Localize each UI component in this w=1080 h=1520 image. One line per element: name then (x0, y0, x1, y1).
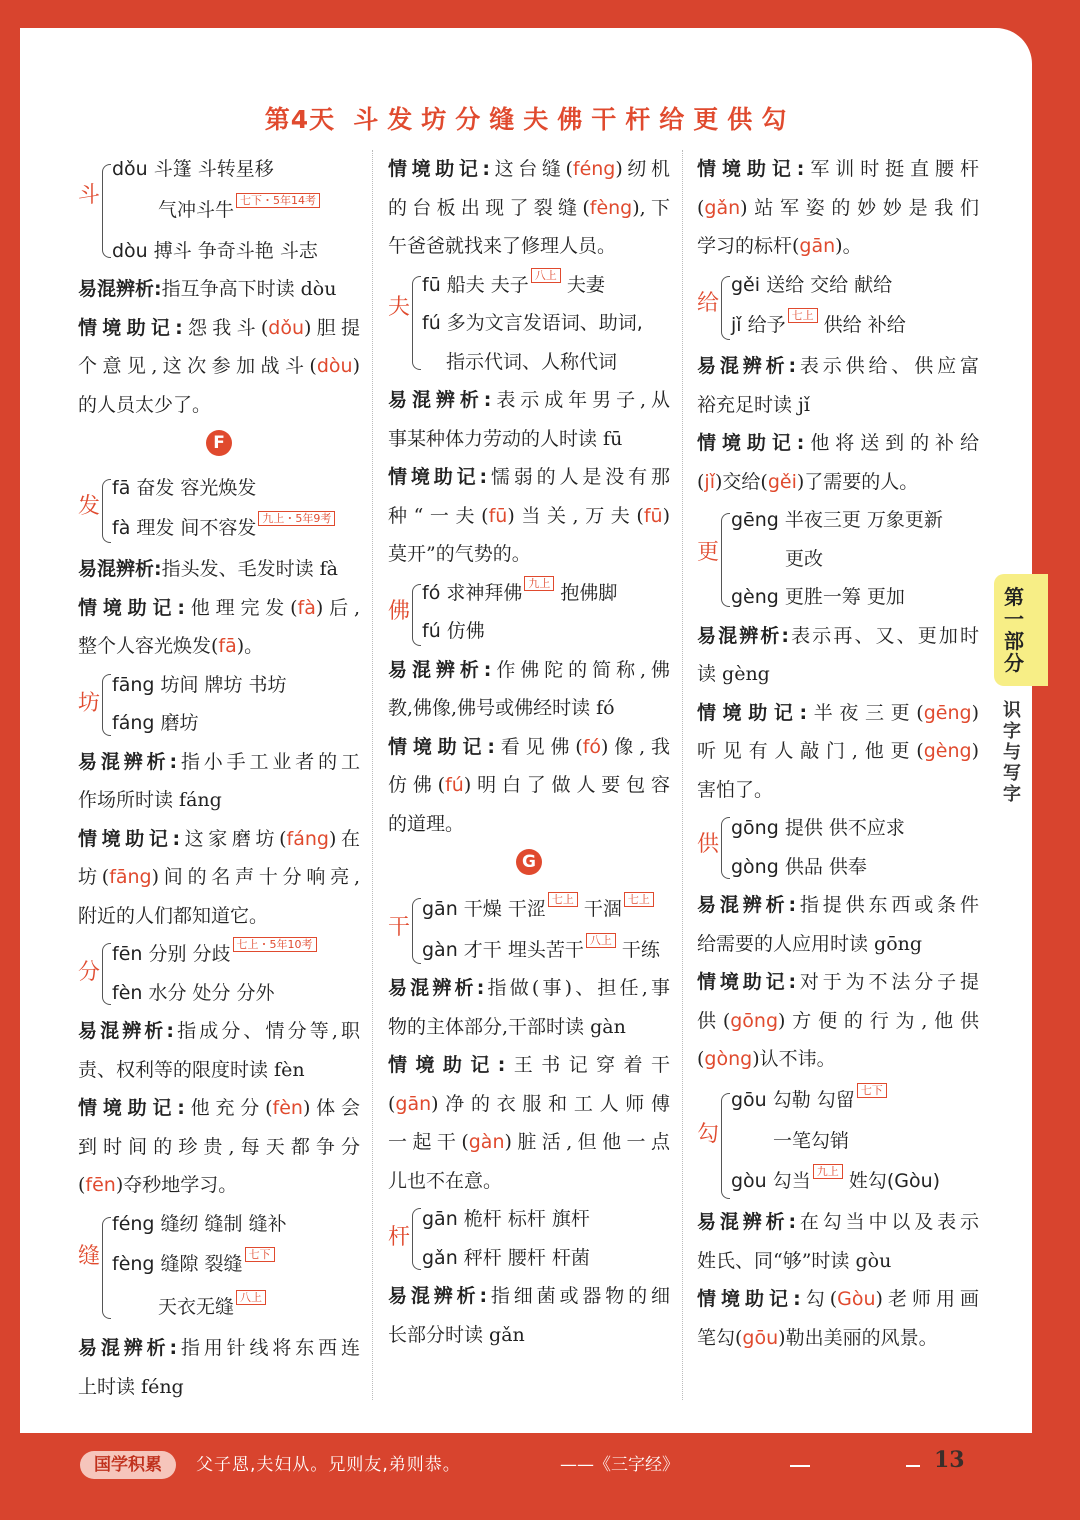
reading-line: 更改 (785, 547, 824, 570)
reading-line: fèn 水分 处分 分外 (112, 981, 275, 1004)
text-line: 事某种体力劳动的人时读 fū (388, 427, 623, 450)
reading-line: fèng 缝隙 裂缝 七下 (78, 1243, 360, 1286)
text-line: 午爸爸就找来了修理人员。 (388, 235, 617, 257)
text-line: 坊(fāng)间的名声十分响亮, (78, 866, 360, 888)
entry-char: 坊 (78, 690, 101, 716)
reading-line: fú 仿佛 (422, 620, 485, 642)
brace (721, 1093, 730, 1199)
text-line: 作场所时读 fáng (78, 789, 222, 811)
entry-char: 勾 (697, 1121, 720, 1147)
textbook-tag: 八上 (236, 1290, 266, 1305)
title-characters: 斗发坊分缝夫佛干杆给更供勾 (353, 105, 796, 134)
reading-line: fáng 磨坊 (112, 712, 199, 734)
column-divider (372, 150, 373, 1400)
page-title (0, 100, 1060, 136)
reading-line: gōng 提供 供不应求 (731, 817, 905, 839)
reading-line: 气冲斗牛 七下・5年14考 (78, 189, 360, 232)
entry-char: 杆 (388, 1225, 411, 1250)
brace (102, 943, 111, 1005)
entry-gong (697, 809, 979, 886)
entry-gou (697, 1079, 979, 1204)
reading-line: gōu 勾勒 勾留 七下 (697, 1079, 979, 1122)
reading-line: gòu 勾当 九上 姓勾(Gòu) (731, 1165, 941, 1192)
entry-fen (78, 935, 360, 1012)
reading-line: gòng 供品 供奉 (731, 855, 867, 878)
title-day: 第4天 (264, 105, 336, 134)
page-number: 13 (934, 1447, 965, 1473)
entry-fu (388, 266, 670, 382)
text-line: 易混辨析:表示供给、供应富 (697, 355, 979, 377)
reading-line: fā 奋发 容光焕发 (112, 476, 257, 499)
brace (412, 584, 421, 646)
brace (412, 1208, 421, 1270)
text-line: 附近的人们都知道它。 (78, 904, 269, 927)
letter-badge-g: G (516, 849, 542, 875)
textbook-tag: 九上 (524, 576, 554, 591)
entry-char: 更 (697, 540, 720, 565)
text-line: 易混辨析:指成分、情分等,职 (78, 1020, 360, 1042)
column-1 (78, 150, 360, 1406)
text-line: 易混辨析:表示再、又、更加时 (697, 624, 979, 647)
reading-line: gēng 半夜三更 万象更新 (731, 509, 943, 531)
textbook-tag: 七上 (788, 308, 818, 323)
text-line: 情境助记:他将送到的补给 (697, 432, 979, 454)
entry-fa (78, 469, 360, 551)
textbook-tag: 七下・5年14考 (236, 193, 320, 208)
entry-feng (78, 1205, 360, 1330)
brace (412, 898, 421, 964)
footer-badge: 国学积累 (80, 1451, 176, 1479)
reading-line: féng 缝纫 缝制 缝补 (112, 1212, 287, 1235)
text-line: 责、权利等的限度时读 fèn (78, 1058, 305, 1081)
entry-char: 佛 (388, 598, 411, 624)
entry-char: 供 (697, 832, 720, 857)
entry-dou (78, 150, 360, 270)
text-line: 供(gōng)方便的行为,他供 (697, 1009, 979, 1032)
text-line: 学习的标杆(gān)。 (697, 235, 862, 257)
text-line: 情境助记:懦弱的人是没有那 (388, 466, 670, 488)
entry-geng (697, 501, 979, 617)
text-line: (gòng)认不讳。 (697, 1048, 836, 1070)
entry-gei (697, 266, 979, 348)
reading-line: fēn 分别 分歧 七上・5年10考 (78, 935, 360, 974)
reading-line: gèng 更胜一筹 更加 (731, 586, 905, 608)
brace (102, 674, 111, 736)
text-line: 情境助记:军训时挺直腰杆 (697, 158, 979, 180)
reading-line: fāng 坊间 牌坊 书坊 (112, 673, 287, 696)
text-line: 易混辨析:作佛陀的简称,佛 (388, 658, 670, 681)
reading-line: fó 求神拜佛 九上 抱佛脚 (422, 576, 618, 604)
text-line: 仿佛(fú)明白了做人要包容 (388, 774, 670, 796)
text-line: 情境助记:这台缝(féng)纫机 (388, 158, 670, 180)
decorative-dash (906, 1465, 920, 1467)
text-line: 教,佛像,佛号或佛经时读 fó (388, 697, 615, 719)
text-line: 姓氏、同“够”时读 gòu (697, 1249, 892, 1272)
text-line: 种“一夫(fū)当关,万夫(fū) (388, 504, 670, 527)
text-line: 个意见,这次参加战斗(dòu) (78, 355, 360, 377)
text-line: 的道理。 (388, 812, 465, 835)
brace (102, 1217, 111, 1319)
text-line: 易混辨析:指头发、毛发时读 fà (78, 558, 339, 580)
textbook-tag: 九上・5年9考 (258, 511, 335, 526)
text-line: 读 gèng (697, 663, 770, 685)
footer-bar (0, 1435, 1080, 1495)
text-line: 的台板出现了裂缝(fèng),下 (388, 196, 670, 219)
brace (102, 479, 111, 543)
text-line: 一起干(gàn)脏活,但他一点 (388, 1131, 670, 1153)
text-line: 易混辨析:指小手工业者的工 (78, 750, 360, 773)
decorative-dash (790, 1465, 810, 1467)
brace (102, 164, 111, 258)
part-tab-label: 第一部分 (1004, 585, 1024, 675)
column-2 (388, 150, 670, 1354)
textbook-tag: 七下 (857, 1083, 887, 1098)
entry-char: 夫 (388, 294, 411, 320)
text-line: 害怕了。 (697, 778, 774, 801)
text-line: 笔勾(gōu)勒出美丽的风景。 (697, 1326, 938, 1349)
reading-line: 一笔勾销 (773, 1129, 850, 1152)
text-line: 情境助记:他充分(fèn)体会 (78, 1097, 360, 1119)
text-line: 情境助记:王书记穿着干 (388, 1054, 670, 1076)
reading-line: gān 干燥 干涩 七上 干涸 七上 (388, 888, 670, 931)
reading-line: dǒu 斗篷 斗转星移 (112, 158, 274, 180)
text-line: 情境助记:怨我斗(dǒu)胆提 (78, 316, 360, 339)
text-line: 长部分时读 gǎn (388, 1323, 525, 1346)
textbook-tag: 九上 (813, 1164, 843, 1179)
textbook-tag: 七上 (548, 892, 578, 907)
text-line: 易混辨析:在勾当中以及表示 (697, 1211, 979, 1233)
text-line: 易混辨析:指做(事)、担任,事 (388, 977, 670, 999)
column-3 (697, 150, 979, 1357)
reading-line: gān 桅杆 标杆 旗杆 (422, 1208, 590, 1230)
text-line: 的人员太少了。 (78, 393, 212, 416)
entry-char: 分 (78, 960, 101, 985)
entry-fang (78, 666, 360, 743)
brace (721, 817, 730, 879)
text-line: 易混辨析:指用针线将东西连 (78, 1337, 360, 1359)
text-line: 情境助记:半夜三更(gēng) (697, 701, 979, 724)
text-line: (fēn)夺秒地学习。 (78, 1174, 238, 1196)
text-line: 易混辨析:表示成年男子,从 (388, 389, 670, 411)
entry-char: 斗 (78, 183, 101, 208)
reading-line: gěi 送给 交给 献给 (731, 273, 893, 296)
text-line: 易混辨析:指互争高下时读 dòu (78, 278, 337, 300)
textbook-tag: 七上・5年10考 (233, 937, 317, 952)
entry-char: 干 (388, 914, 411, 940)
reading-line: fà 理发 间不容发 九上・5年9考 (78, 507, 360, 550)
entry-gan2 (388, 1200, 670, 1277)
text-line: 易混辨析:指细菌或器物的细 (388, 1285, 670, 1307)
text-line: 情境助记:对于为不法分子提 (697, 971, 979, 993)
text-line: 易混辨析:指提供东西或条件 (697, 894, 979, 916)
text-line: 情境助记:他理完发(fà)后, (78, 596, 360, 619)
text-line: 情境助记:这家磨坊(fáng)在 (78, 827, 360, 850)
brace (721, 276, 730, 340)
entry-fo (388, 574, 670, 651)
text-line: 裕充足时读 jǐ (697, 393, 811, 416)
reading-line: gǎn 秤杆 腰杆 杆菌 (422, 1246, 590, 1269)
text-line: (gān)净的衣服和工人师傅 (388, 1092, 670, 1115)
entry-char: 给 (697, 290, 720, 316)
column-divider (682, 150, 683, 1400)
reading-line: 天衣无缝 八上 (78, 1286, 360, 1329)
textbook-tag: 七上 (624, 892, 654, 907)
text-line: 物的主体部分,干部时读 gàn (388, 1015, 626, 1038)
brace (721, 513, 730, 607)
reading-line: jǐ 给予 七上 供给 补给 (731, 309, 906, 336)
text-line: 儿也不在意。 (388, 1169, 503, 1192)
reading-line: gàn 才干 埋头苦干 八上 干练 (422, 933, 660, 961)
reading-line: 指示代词、人称代词 (446, 350, 618, 373)
textbook-tag: 七下 (245, 1247, 275, 1262)
entry-char: 缝 (78, 1243, 101, 1269)
textbook-tag: 八上 (531, 268, 561, 283)
text-line: 到时间的珍贵,每天都争分 (78, 1135, 360, 1158)
text-line: 情境助记:勾(Gòu)老师用画 (697, 1288, 979, 1310)
section-label: 识字与写字 (1003, 700, 1021, 805)
brace (412, 276, 421, 370)
text-line: 莫开”的气势的。 (388, 543, 531, 565)
entry-char: 发 (78, 493, 101, 519)
text-line: (gǎn)站军姿的妙妙是我们 (697, 196, 979, 219)
reading-line: dòu 搏斗 争奇斗艳 斗志 (112, 239, 318, 262)
text-line: (jǐ)交给(gěi)了需要的人。 (697, 470, 919, 493)
reading-line: fú 多为文言发语词、助词, (422, 312, 643, 334)
reading-line: fū 船夫 夫子 八上 夫妻 (422, 268, 605, 296)
text-line: 给需要的人应用时读 gōng (697, 932, 923, 955)
text-line: 上时读 féng (78, 1375, 184, 1398)
entry-gan (388, 888, 670, 970)
text-line: 听见有人敲门,他更(gèng) (697, 740, 979, 762)
letter-badge-f: F (206, 430, 232, 456)
textbook-tag: 八上 (586, 933, 616, 948)
text-line: 情境助记:看见佛(fó)像,我 (388, 735, 671, 758)
text-line: 整个人容光焕发(fā)。 (78, 635, 264, 657)
footer-quote: 父子恩,夫妇从。兄则友,弟则恭。 (196, 1455, 461, 1475)
footer-source: ——《三字经》 (560, 1455, 679, 1475)
